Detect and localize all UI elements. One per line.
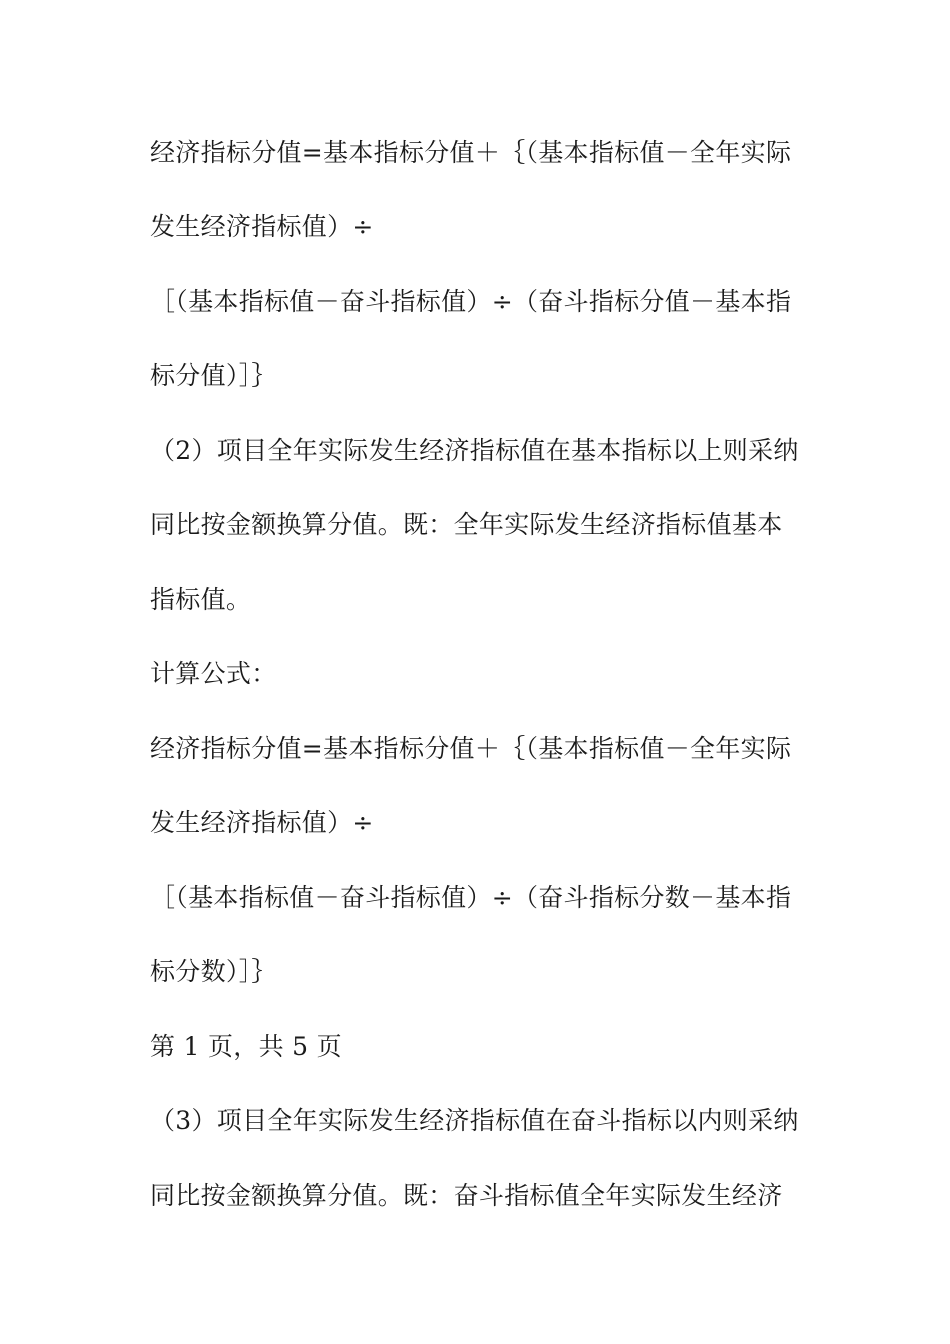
page-number: 第 1 页，共 5 页 [150,1032,342,1061]
text-line-formula-1-denominator: ［（基本指标值－奋斗指标值）÷（奋斗指标分值－基本指 [150,287,792,316]
text-line-formula-2-end: 标分数）］｝ [150,957,277,986]
text-line-formula-2-cont: 发生经济指标值）÷ [150,808,374,837]
text-line-formula-1: 经济指标分值=基本指标分值＋｛（基本指标值－全年实际 [150,138,792,167]
text-line-item-3-cont: 同比按金额换算分值。既：奋斗指标值全年实际发生经济 [150,1181,783,1210]
text-line-item-2: （2）项目全年实际发生经济指标值在基本指标以上则采纳 [150,436,799,465]
text-line-formula-2: 经济指标分值=基本指标分值＋｛（基本指标值－全年实际 [150,734,792,763]
text-line-item-2-end: 指标值。 [150,585,252,614]
text-line-item-2-cont: 同比按金额换算分值。既：全年实际发生经济指标值基本 [150,510,783,539]
text-line-formula-1-cont: 发生经济指标值）÷ [150,212,374,241]
text-line-item-3: （3）项目全年实际发生经济指标值在奋斗指标以内则采纳 [150,1106,799,1135]
text-line-formula-label: 计算公式： [150,659,277,688]
text-line-formula-1-end: 标分值）］｝ [150,361,277,390]
text-line-formula-2-denominator: ［（基本指标值－奋斗指标值）÷（奋斗指标分数－基本指 [150,883,792,912]
